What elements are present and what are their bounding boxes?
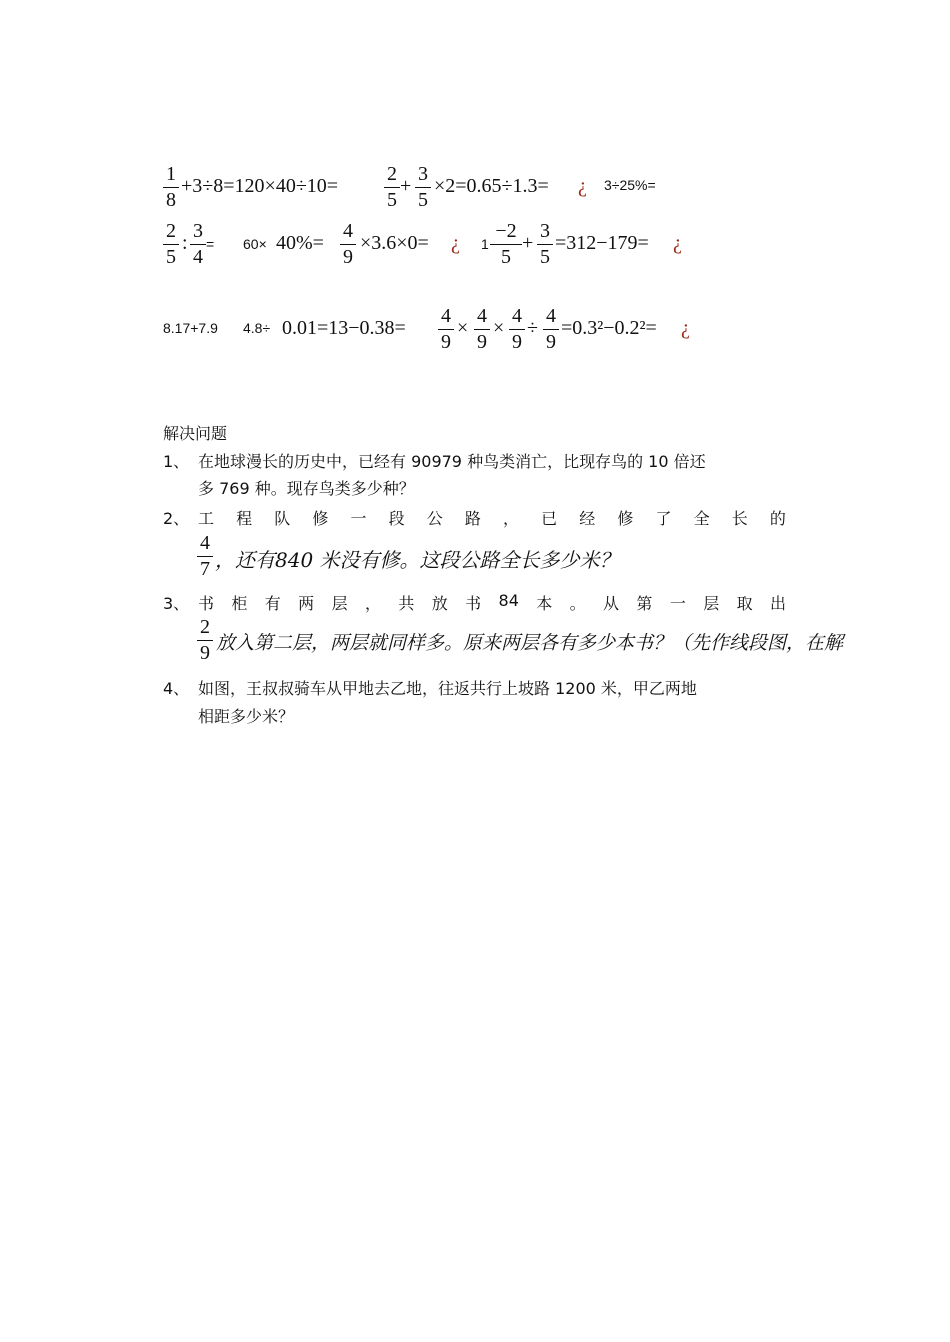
placeholder-mark: ¿ bbox=[673, 232, 682, 254]
fraction-3-4: 3 4 bbox=[190, 221, 206, 269]
fraction-neg2-5: −2 5 bbox=[490, 221, 522, 269]
problem-number: 1、 bbox=[163, 452, 190, 471]
problem-text-line: 如图，王叔叔骑车从甲地去乙地，往返共行上坡路 1200 米，甲乙两地 bbox=[198, 679, 697, 698]
expression-segment: =312−179= bbox=[555, 232, 649, 254]
problem-number: 4、 bbox=[163, 679, 190, 698]
placeholder-mark: ¿ bbox=[578, 175, 587, 197]
times-sign: × bbox=[457, 317, 469, 339]
fraction-4-9: 4 9 bbox=[340, 221, 356, 269]
expression-segment: 4.8÷ bbox=[243, 320, 271, 336]
placeholder-mark: ¿ bbox=[681, 317, 690, 339]
problem-text-line: 放入第二层，两层就同样多。原来两层各有多少本书？（先作线段图，在解 bbox=[216, 632, 844, 654]
problem-text-line: 多 769 种。现存鸟类多少种？ bbox=[198, 479, 415, 498]
expression-8-17-plus-7-9: 8.17+7.9 bbox=[163, 320, 218, 336]
times-sign: × bbox=[493, 317, 505, 339]
fraction-4-7: 4 7 bbox=[197, 533, 213, 581]
expression-segment: +3÷8=120×40÷10= bbox=[181, 175, 339, 197]
colon-sign: : bbox=[182, 232, 188, 254]
fraction-3-5: 3 5 bbox=[415, 164, 431, 212]
divide-sign: ÷ bbox=[527, 317, 538, 339]
expression-segment: 60× bbox=[243, 236, 267, 252]
fraction-4-9: 4 9 bbox=[474, 306, 490, 354]
whole-number: 1 bbox=[481, 236, 489, 252]
fraction-2-5: 2 5 bbox=[163, 221, 179, 269]
problem-text-line: 工 程 队 修 一 段 公 路 ， 已 经 修 了 全 长 的 bbox=[198, 509, 786, 528]
problem-text-line: 在地球漫长的历史中，已经有 90979 种鸟类消亡，比现存鸟的 10 倍还 bbox=[198, 452, 706, 471]
section-title: 解决问题 bbox=[163, 424, 228, 443]
expression-segment: =0.3²−0.2²= bbox=[561, 317, 657, 339]
fraction-2-5: 2 5 bbox=[384, 164, 400, 212]
problem-number: 2、 bbox=[163, 509, 190, 528]
expression-segment: ×2=0.65÷1.3= bbox=[434, 175, 549, 197]
problem-text-line: ，还有840 米没有修。这段公路全长多少米？ bbox=[215, 548, 620, 572]
problem-text-line: 书 柜 有 两 层 ， 共 放 书 84 本 。 从 第 一 层 取 出 bbox=[198, 591, 786, 613]
equals-sign: = bbox=[206, 236, 215, 252]
fraction-4-9: 4 9 bbox=[438, 306, 454, 354]
problem-number: 3、 bbox=[163, 594, 190, 613]
plus-sign: + bbox=[522, 232, 534, 254]
fraction-3-5: 3 5 bbox=[537, 221, 553, 269]
expression-segment: 40%= bbox=[276, 232, 324, 254]
problem-text-line: 相距多少米？ bbox=[198, 707, 295, 726]
expression-3-div-25pct: 3÷25%= bbox=[604, 177, 656, 193]
fraction-1-8: 1 8 bbox=[163, 164, 179, 212]
expression-segment: 0.01=13−0.38= bbox=[282, 317, 406, 339]
fraction-4-9: 4 9 bbox=[543, 306, 559, 354]
fraction-2-9: 2 9 bbox=[197, 617, 213, 665]
expression-segment: ×3.6×0= bbox=[360, 232, 429, 254]
plus-sign: + bbox=[400, 175, 412, 197]
fraction-4-9: 4 9 bbox=[509, 306, 525, 354]
placeholder-mark: ¿ bbox=[451, 232, 460, 254]
